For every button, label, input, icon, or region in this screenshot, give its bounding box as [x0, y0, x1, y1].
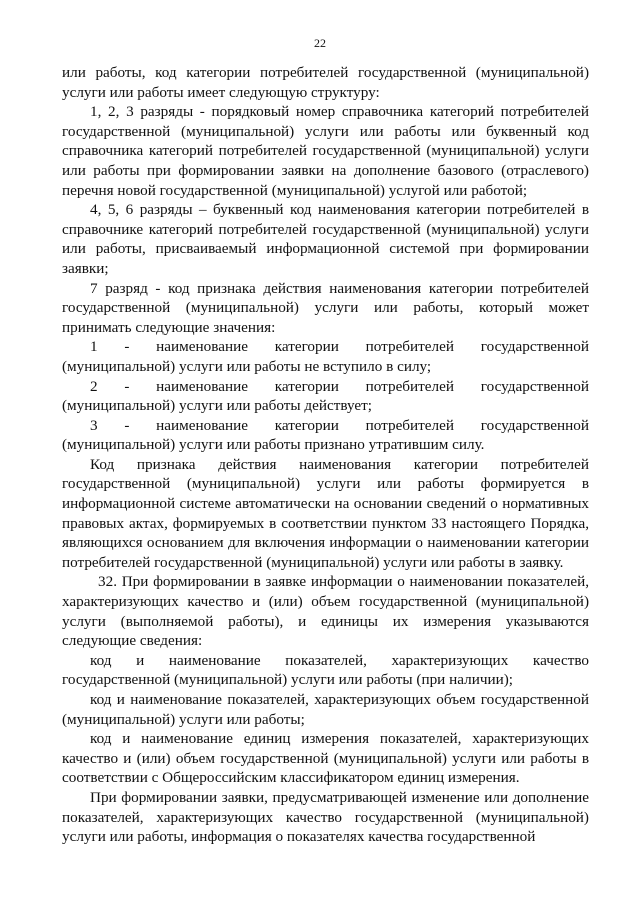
- paragraph-value-1: 1 - наименование категории потребителей государственной (муниципальной) услуги или работы не вступило в силу;: [62, 338, 589, 375]
- paragraph-quality-indicators: код и наименование показателей, характеризующих качество государственной (муниципальной) услуги или работы (при наличии);: [62, 651, 589, 689]
- paragraph-measurement-units: код и наименование единиц измерения показателей, характеризующих качество и (или) объем государственной (муниципальной) услуги или работы в соответствии с Общероссийским классификатором единиц измерения.: [62, 730, 589, 787]
- paragraph-value-3: 3 - наименование категории потребителей государственной (муниципальной) услуги или работы признано утратившим силу.: [62, 416, 589, 454]
- paragraph-continuation: или работы, код категории потребителей государственной (муниципальной) услуги или работы имеет следующую структуру:: [62, 64, 589, 101]
- paragraph-volume-indicators: код и наименование показателей, характеризующих объем государственной (муниципальной) услуги или работы;: [62, 691, 589, 728]
- document-body: [62, 63, 589, 847]
- page-number: 22: [314, 36, 326, 50]
- paragraph-digits-1-3: 1, 2, 3 разряды - порядковый номер справочника категорий потребителей государственной (муниципальной) услуги или работы или буквенный код справочника категорий потребителей государственной (муниципальной) услуги или работы при формировании заявки на дополнение базового (отраслевого) перечня новой государственной (муниципальной) услугой или работой;: [62, 103, 589, 199]
- paragraph-digits-4-6: 4, 5, 6 разряды – буквенный код наименования категории потребителей в справочнике категорий потребителей государственной (муниципальной) услуги или работы, присваиваемый информационной системой при формировании заявки;: [62, 201, 589, 277]
- paragraph-application-changes: При формировании заявки, предусматривающей изменение или дополнение показателей, характеризующих качество государственной (муниципальной) услуги или работы, информация о показателях качества государственной: [62, 788, 589, 846]
- paragraph-digit-7: 7 разряд - код признака действия наименования категории потребителей государственной (муниципальной) услуги или работы, который может принимать следующие значения:: [62, 279, 589, 336]
- paragraph-item-32: 32. При формировании в заявке информации о наименовании показателей, характеризующих качество и (или) объем государственной (муниципальной) услуги (выполняемой работы), и единицы их измерения указываются следующие сведения:: [62, 573, 589, 650]
- paragraph-value-2: 2 - наименование категории потребителей государственной (муниципальной) услуги или работы действует;: [62, 377, 589, 415]
- paragraph-attribute-code: Код признака действия наименования категории потребителей государственной (муниципальной) услуги или работы формируется в информационной системе автоматически на основании сведений о нормативных правовых актах, формируемых в соответствии пунктом 33 настоящего Порядка, являющихся основанием для включения информации о наименовании категории потребителей государственной (муниципальной) услуги или работы в заявку.: [62, 455, 589, 571]
